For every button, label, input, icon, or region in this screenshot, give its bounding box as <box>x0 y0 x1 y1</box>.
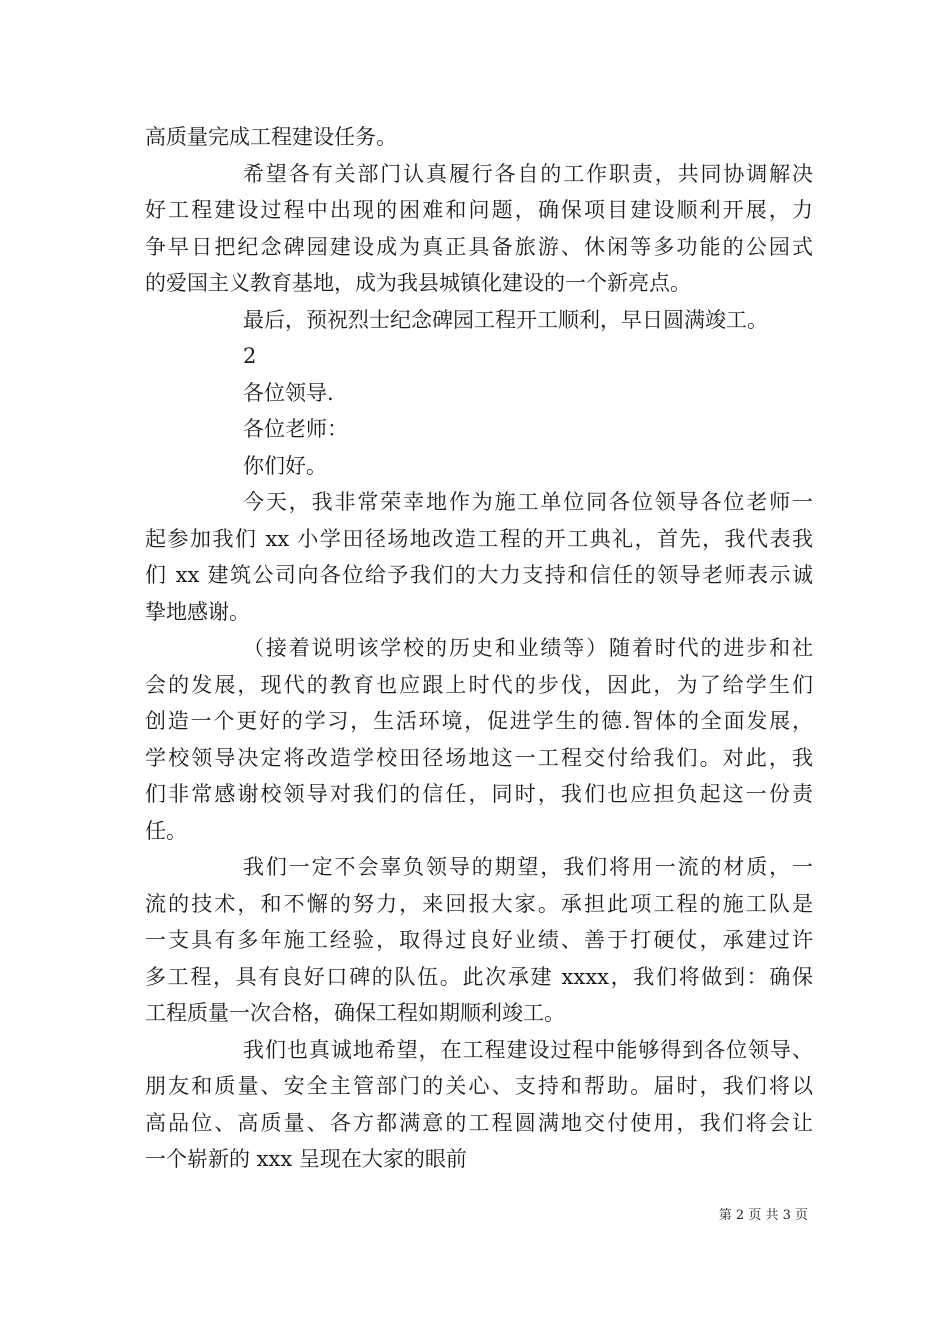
text-line: 的爱国主义教育基地，成为我县城镇化建设的一个新亮点。 <box>145 271 691 295</box>
text-line: 好工程建设过程中出现的困难和问题，确保项目建设顺利开展，力 <box>145 198 813 222</box>
text-line: 希望各有关部门认真履行各自的工作职责，共同协调解决 <box>243 161 813 186</box>
text-line: 2 <box>243 344 257 368</box>
text-line: 学校领导决定将改造学校田径场地这一工程交付给我们。对此，我 <box>145 745 813 770</box>
text-line: 们非常感谢校领导对我们的信任，同时，我们也应担负起这一份责 <box>145 782 813 806</box>
text-line: 们 xx 建筑公司向各位给予我们的大力支持和信任的领导老师表示诚 <box>145 563 813 587</box>
text-line: 今天，我非常荣幸地作为施工单位同各位领导各位老师一 <box>243 490 813 514</box>
document-body <box>145 119 813 1178</box>
page-footer: 第 2 页 共 3 页 <box>718 1208 808 1223</box>
text-line: （接着说明该学校的历史和业绩等）随着时代的进步和社 <box>243 636 813 660</box>
text-line: 挚地感谢。 <box>145 599 250 624</box>
text-line: 一支具有多年施工经验，取得过良好业绩、善于打硬仗，承建过许 <box>145 928 813 952</box>
text-line: 各位领导. <box>243 380 334 405</box>
text-line: 创造一个更好的学习，生活环境，促进学生的德.智体的全面发展， <box>145 709 813 733</box>
text-line: 争早日把纪念碑园建设成为真正具备旅游、休闲等多功能的公园式 <box>145 234 813 259</box>
text-line: 一个崭新的 xxx 呈现在大家的眼前 <box>145 1147 467 1171</box>
text-line: 高品位、高质量、各方都满意的工程圆满地交付使用，我们将会让 <box>145 1110 813 1135</box>
text-line: 流的技术，和不懈的努力，来回报大家。承担此项工程的施工队是 <box>145 891 813 916</box>
text-line: 我们一定不会辜负领导的期望，我们将用一流的材质，一 <box>243 855 813 879</box>
text-line: 朋友和质量、安全主管部门的关心、支持和帮助。届时，我们将以 <box>145 1074 813 1098</box>
text-line: 任。 <box>145 818 187 843</box>
text-line: 会的发展，现代的教育也应跟上时代的步伐，因此，为了给学生们 <box>145 672 813 697</box>
text-line: 多工程，具有良好口碑的队伍。此次承建 xxxx，我们将做到：确保 <box>145 964 813 989</box>
text-line: 你们好。 <box>243 453 327 478</box>
text-line: 最后，预祝烈士纪念碑园工程开工顺利，早日圆满竣工。 <box>243 307 768 332</box>
text-line: 我们也真诚地希望，在工程建设过程中能够得到各位领导、 <box>243 1037 813 1062</box>
text-line: 工程质量一次合格，确保工程如期顺利竣工。 <box>145 1001 565 1025</box>
text-line: 起参加我们 xx 小学田径场地改造工程的开工典礼，首先，我代表我 <box>145 526 813 551</box>
text-line: 高质量完成工程建设任务。 <box>145 125 397 149</box>
text-line: 各位老师： <box>243 417 348 441</box>
